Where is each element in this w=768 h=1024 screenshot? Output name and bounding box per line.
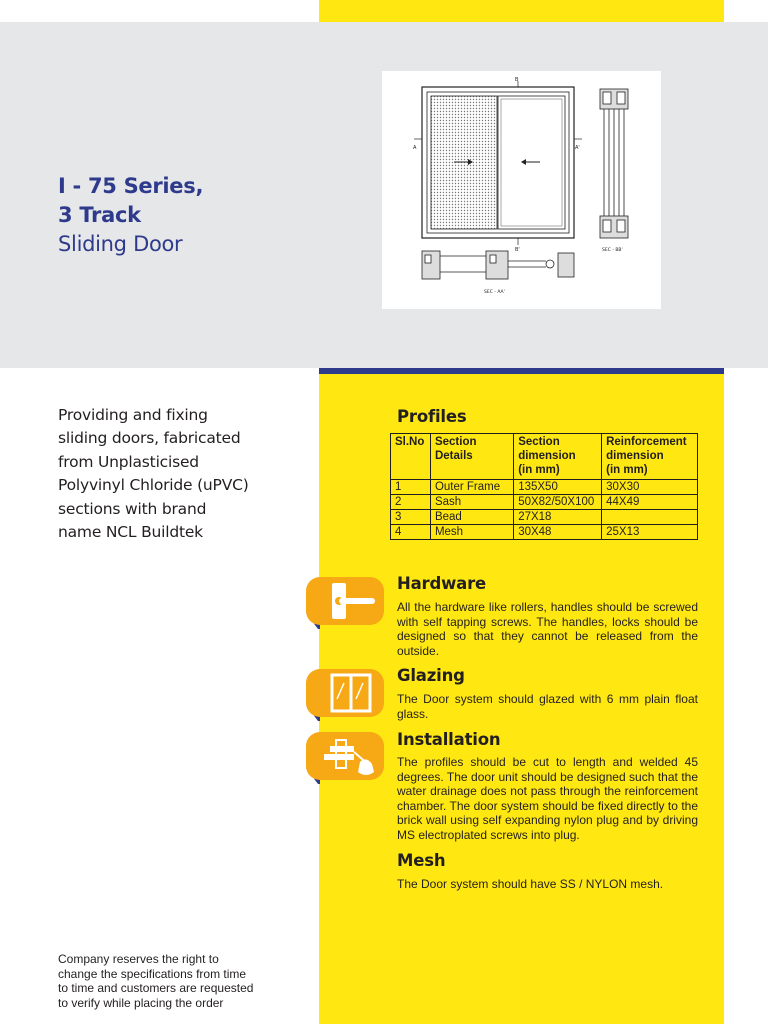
profiles-table [390, 433, 698, 540]
intro-line: sliding doors, fabricated [58, 429, 241, 448]
window-glass-icon [304, 669, 384, 725]
divider-rule [319, 368, 724, 374]
cell-reinf: 44X49 [602, 495, 698, 510]
disclaimer-text [58, 952, 288, 1010]
col-section-dimension: Section dimension (in mm) [514, 434, 602, 480]
glazing-body: The Door system should glazed with 6 mm plain float glass. [397, 692, 698, 721]
cell-detail: Bead [430, 510, 513, 525]
vertical-section [600, 89, 628, 238]
intro-text [58, 404, 278, 544]
horizontal-section [422, 251, 574, 279]
label-sec-aa: SEC - AA' [484, 290, 505, 295]
intro-line: from Unplasticised [58, 452, 199, 471]
hardware-body: All the hardware like rollers, handles should be screwed with self tapping screws. The handles, locks should be designed so that they cannot be released from the outside. [397, 600, 698, 658]
cell-dim: 135X50 [514, 480, 602, 495]
disclaimer-line: change the specifications from time [58, 966, 247, 981]
col-reinforcement: Reinforcement dimension (in mm) [602, 434, 698, 480]
label-sec-bb: SEC - BB' [602, 248, 623, 253]
disclaimer-line: Company reserves the right to [58, 952, 219, 966]
mesh-body: The Door system should have SS / NYLON mesh. [397, 877, 664, 891]
table-header-row [391, 434, 698, 480]
title-series: I - 75 Series, [58, 174, 204, 198]
cell-dim: 50X82/50X100 [514, 495, 602, 510]
cell-no: 4 [391, 525, 431, 540]
door-handle-icon [304, 577, 384, 633]
cell-reinf [602, 510, 698, 525]
hand-tool-icon [304, 732, 384, 788]
cell-no: 2 [391, 495, 431, 510]
label-b-top: B [515, 77, 519, 83]
intro-line: Providing and fixing [58, 406, 208, 424]
title-track: 3 Track [58, 203, 141, 227]
label-b-bottom: B' [515, 247, 520, 253]
installation-body: The profiles should be cut to length and welded 45 degrees. The door unit should be designed such that the water drainage does not pass through the reinforcement chamber. The door system should be fixed directly to the brick wall using self expanding nylon plug and by driving MS electroplated screws into plug. [397, 755, 698, 842]
disclaimer-line: to time and customers are requested [58, 981, 254, 996]
mesh-heading: Mesh [397, 851, 446, 870]
intro-line: name NCL Buildtek [58, 523, 203, 542]
cell-detail: Outer Frame [430, 480, 513, 495]
intro-line: sections with brand [58, 499, 207, 518]
cell-no: 3 [391, 510, 431, 525]
table-row [391, 495, 698, 510]
table-row [391, 525, 698, 540]
glazing-heading: Glazing [397, 666, 465, 685]
col-slno: Sl.No [391, 434, 431, 480]
table-row [391, 510, 698, 525]
cell-reinf: 25X13 [602, 525, 698, 540]
cell-dim: 30X48 [514, 525, 602, 540]
disclaimer-line: to verify while placing the order [58, 995, 224, 1010]
intro-line: Polyvinyl Chloride (uPVC) [58, 476, 249, 495]
profiles-heading: Profiles [397, 407, 467, 426]
hardware-heading: Hardware [397, 574, 486, 593]
label-a-left: A [413, 145, 417, 151]
cell-dim: 27X18 [514, 510, 602, 525]
table-row [391, 480, 698, 495]
title-product: Sliding Door [58, 232, 183, 256]
cell-detail: Mesh [430, 525, 513, 540]
technical-drawing [382, 71, 661, 309]
col-section-details: Section Details [430, 434, 513, 480]
product-title [58, 172, 203, 259]
cell-detail: Sash [430, 495, 513, 510]
cell-no: 1 [391, 480, 431, 495]
cell-reinf: 30X30 [602, 480, 698, 495]
label-a-right: A' [575, 145, 580, 151]
installation-heading: Installation [397, 730, 501, 749]
